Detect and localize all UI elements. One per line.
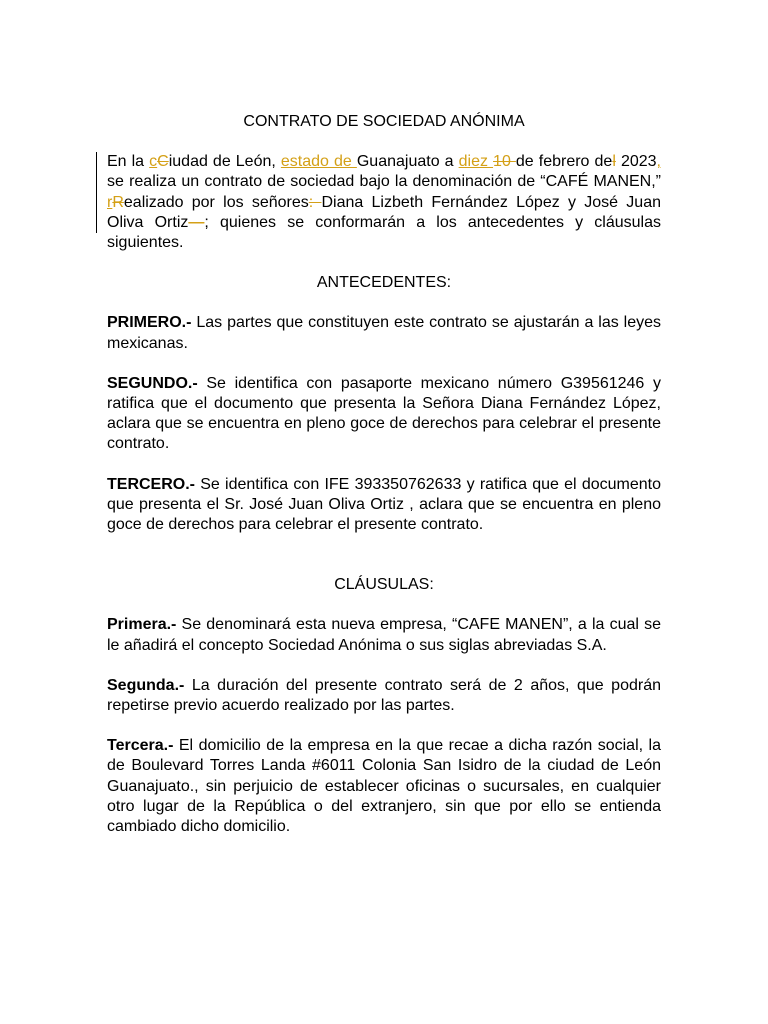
intro-text-5: 2023: [615, 153, 657, 171]
deletion-mark: :: [308, 193, 322, 211]
antecedente-primero: [107, 313, 661, 353]
intro-text-7: ealizado por los señores: [123, 193, 309, 211]
clause-label: Segunda.-: [107, 676, 185, 694]
antecedentes-heading: ANTECEDENTES:: [316, 274, 452, 292]
intro-paragraph: [107, 152, 661, 253]
clause-text: Las partes que constituyen este contrato se ajustarán a las leyes mexicanas.: [107, 314, 661, 352]
insertion-mark: diez: [458, 153, 494, 171]
insertion-mark: r: [107, 193, 113, 211]
intro-text-2: iudad de León,: [168, 153, 281, 171]
clause-text: La duración del presente contrato será de 2 años, que podrán repetirse previo acuerdo realizado por las partes.: [107, 676, 661, 715]
insertion-mark: c: [149, 153, 158, 171]
deletion-mark: C: [157, 153, 169, 171]
clausula-segunda: [107, 676, 661, 716]
clause-label: Tercera.-: [107, 737, 174, 755]
clause-label: TERCERO.-: [107, 475, 195, 493]
antecedente-tercero: [107, 475, 661, 536]
clause-text: El domicilio de la empresa en la que recae a dicha razón social, la de Boulevard Torres Landa #6011 Colonia San Isidro de la ciudad de León Guanajuato., sin perjuicio de establecer oficinas o sucursales, en cualquier otro lugar de la República o del extranjero, sin que por ello se entienda cambiado dicho domicilio.: [107, 737, 661, 836]
deletion-mark: l: [612, 153, 616, 171]
clausulas-heading: CLÁUSULAS:: [334, 576, 434, 594]
tracked-change-bar: [96, 152, 97, 233]
clause-text: Se identifica con pasaporte mexicano número G39561246 y ratifica que el documento que presenta la Señora Diana Fernández López, aclara que se encuentra en pleno goce de derechos para celebrar el presente contrato.: [107, 374, 661, 453]
deletion-mark: —: [188, 213, 205, 231]
clause-text: Se identifica con IFE 393350762633 y ratifica que el documento que presenta el Sr. José Juan Oliva Ortiz , aclara que se encuentra en pleno goce de derechos para celebrar el presente contrato.: [107, 475, 661, 534]
intro-text-8: Diana Lizbeth Fernández López y José Juan Oliva Ortiz: [107, 193, 661, 231]
deletion-mark: R: [112, 193, 124, 211]
intro-text-3: Guanajuato a: [356, 153, 459, 171]
deletion-mark: 10: [493, 153, 516, 171]
insertion-mark: estado de: [280, 153, 357, 171]
clause-label: SEGUNDO.-: [107, 374, 198, 392]
clausula-primera: [107, 615, 661, 655]
document-body: [107, 112, 661, 857]
clause-label: Primera.-: [107, 616, 177, 634]
clausula-tercera: [107, 736, 661, 837]
intro-text-9: ; quienes se conformarán a los antecedentes y cláusulas siguientes.: [107, 213, 662, 252]
clause-text: Se denominará esta nueva empresa, “CAFE MANEN”, a la cual se le añadirá el concepto Sociedad Anónima o sus siglas abreviadas S.A.: [107, 616, 661, 654]
intro-text-6: se realiza un contrato de sociedad bajo la denominación de “CAFÉ MANEN,”: [107, 173, 661, 191]
intro-text-4: de febrero de: [515, 153, 613, 171]
insertion-mark: ,: [656, 153, 661, 171]
clause-label: PRIMERO.-: [107, 314, 192, 332]
intro-text-1: En la: [107, 153, 150, 171]
antecedente-segundo: [107, 374, 661, 455]
document-title: CONTRATO DE SOCIEDAD ANÓNIMA: [243, 113, 525, 130]
